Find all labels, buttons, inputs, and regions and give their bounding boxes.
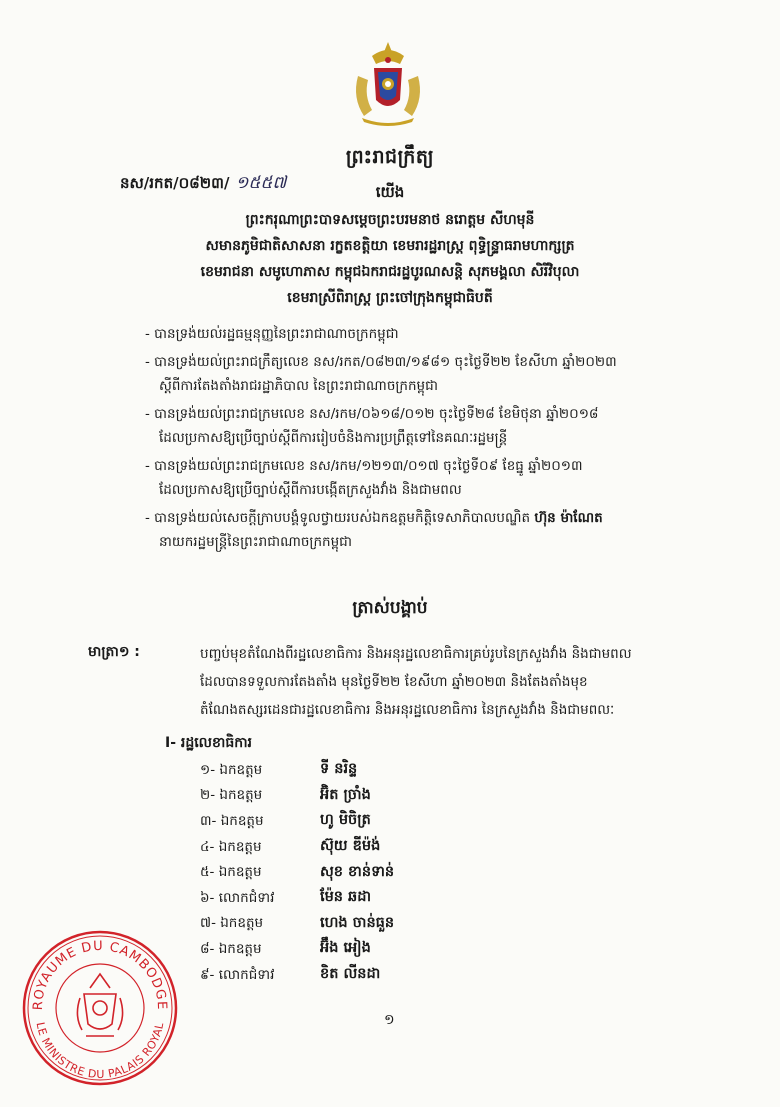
recital-continuation: ដែលប្រកាសឱ្យប្រើច្បាប់ស្ដីពីការរៀបចំនិងការប្រព្រឹត្តទៅនៃគណៈរដ្ឋមន្ត្រី [159, 430, 508, 446]
recital-continuation: ដែលប្រកាសឱ្យប្រើច្បាប់ស្ដីពីការបង្កើតក្រសួងវាំង និងជាមពល [159, 482, 462, 498]
member-row [200, 784, 520, 810]
member-row [200, 758, 520, 784]
article-1-text [200, 640, 690, 724]
member-name: សុខ ខាន់ទាន់ [320, 863, 395, 880]
member-row [200, 809, 520, 835]
ministry-seal-stamp [20, 928, 180, 1088]
member-honorific: ៣- ឯកឧត្តម [200, 812, 264, 829]
member-row [200, 835, 520, 861]
recitals-list [145, 322, 690, 558]
member-row [200, 886, 520, 912]
article-line: តំណែងតស្សរដេនជារដ្ឋលេខាធិការ និងអនុរដ្ឋលេខាធិការ នៃក្រសួងវាំង និងជាមពលៈ [200, 702, 615, 718]
member-name: អ៊ិត ច្រាំង [320, 786, 371, 803]
section-secretaries-of-state-heading: I- រដ្ឋលេខាធិការ [165, 735, 252, 751]
recital-item [145, 350, 690, 398]
seal-bottom-text: LE MINISTRE DU PALAIS ROYAL [33, 1021, 167, 1082]
royal-titles [100, 207, 680, 311]
reference-number-printed: នស/រកត/០៨២៣/ [120, 174, 230, 192]
order-heading: ត្រាស់បង្គាប់ [352, 598, 428, 618]
member-name: អ៊ឹង អៀង [320, 940, 371, 957]
member-honorific: ៧- ឯកឧត្តម [200, 915, 264, 932]
seal-crest-icon [77, 974, 122, 1036]
recital-line: - បានទ្រង់យល់ព្រះរាជក្រឹត្យលេខ នស/រកត/០៨២៣/១៩៨១ ចុះថ្ងៃទី២២ ខែសីហា ឆ្នាំ២០២៣ [145, 354, 617, 370]
member-name: ហូ មិចិត្រ [320, 812, 371, 829]
member-honorific: ៤- ឯកឧត្តម [200, 838, 262, 855]
royal-coat-of-arms-emblem [342, 38, 434, 130]
royal-title-line: ព្រះករុណាព្រះបាទសម្ដេចព្រះបរមនាថ នរោត្តម សីហមុនី [245, 212, 535, 228]
member-honorific: ៦- លោកជំទាវ [200, 889, 275, 906]
recital-item [145, 454, 690, 502]
member-honorific: ១- ឯកឧត្តម [200, 761, 263, 778]
royal-title-line: ខេមរាជនា សមូហោភាស កម្ពុជឯករាជរដ្ឋបូរណសន្តិ សុភមង្គលា សិរីវិបុលា [200, 264, 580, 280]
member-honorific: ២- ឯកឧត្តម [200, 787, 263, 804]
member-row [200, 937, 520, 963]
member-name: ម៉ែន ឆដា [320, 889, 372, 906]
member-name: ទី នរិន្ទ [320, 761, 358, 778]
yeung-heading: យើង [375, 183, 405, 201]
article-line: បញ្ចប់មុខតំណែងពីរដ្ឋលេខាធិការ និងអនុរដ្ឋលេខាធិការគ្រប់រូបនៃក្រសួងវាំង និងជាមពល [200, 646, 632, 662]
prime-minister-name: ហ៊ុន ម៉ាណែត [534, 510, 603, 526]
members-list [200, 758, 520, 988]
recital-item [145, 402, 690, 450]
member-honorific: ៥- ឯកឧត្តម [200, 864, 262, 881]
recital-line: - បានទ្រង់យល់ព្រះរាជក្រមលេខ នស/រកម/១២១៣/០១៧ ចុះថ្ងៃទី០៩ ខែធ្នូ ឆ្នាំ២០១៣ [145, 458, 583, 474]
reference-number-handwritten: ១៥៥៧ [235, 173, 287, 193]
member-row [200, 912, 520, 938]
recital-continuation: នាយករដ្ឋមន្ត្រីនៃព្រះរាជាណាចក្រកម្ពុជា [159, 534, 353, 550]
member-honorific: ៩- លោកជំទាវ [200, 966, 275, 983]
member-row [200, 860, 520, 886]
article-1-label: មាត្រា១ : [88, 644, 140, 660]
recital-item [145, 506, 690, 554]
document-title: ព្រះរាជក្រឹត្យ [345, 146, 435, 168]
member-name: ហេង ចាន់ធួន [320, 914, 395, 931]
recital-item [145, 322, 690, 346]
seal-top-text: ROYAUME DU CAMBODGE [30, 938, 170, 1011]
member-honorific: ៨- ឯកឧត្តម [200, 940, 262, 957]
member-row [200, 963, 520, 989]
recital-line: - បានទ្រង់យល់រដ្ឋធម្មនុញ្ញនៃព្រះរាជាណាចក្រកម្ពុជា [145, 326, 399, 342]
recital-line: - បានទ្រង់យល់ព្រះរាជក្រមលេខ នស/រកម/០៦១៨/០១២ ចុះថ្ងៃទី២៨ ខែមិថុនា ឆ្នាំ២០១៨ [145, 406, 599, 422]
article-line: ដែលបានទទួលការតែងតាំង មុនថ្ងៃទី២២ ខែសីហា ឆ្នាំ២០២៣ និងតែងតាំងមុខ [200, 674, 588, 690]
recital-line: - បានទ្រង់យល់សេចក្ដីក្រាបបង្គំទូលថ្វាយរបស់ឯកឧត្ដមកិត្តិទេសាភិបាលបណ្ឌិត [145, 510, 531, 526]
member-name: ខិត លីនដា [320, 966, 381, 983]
page-number: ១ [384, 1012, 395, 1028]
recital-continuation: ស្ដីពីការតែងតាំងរាជរដ្ឋាភិបាល នៃព្រះរាជាណាចក្រកម្ពុជា [159, 378, 438, 394]
member-name: ស៊ុយ ឌីម៉ង់ [320, 838, 381, 855]
royal-title-line: សមានភូមិជាតិសាសនា រក្ខតខត្តិយា ខេមរារដ្ឋរាស្ត្រ ពុទ្ធិន្ទ្រាធរាមហាក្សត្រ [205, 238, 575, 254]
royal-title-line: ខេមរាស្រីពិរាស្ត្រ ព្រះចៅក្រុងកម្ពុជាធិបតី [287, 290, 493, 306]
